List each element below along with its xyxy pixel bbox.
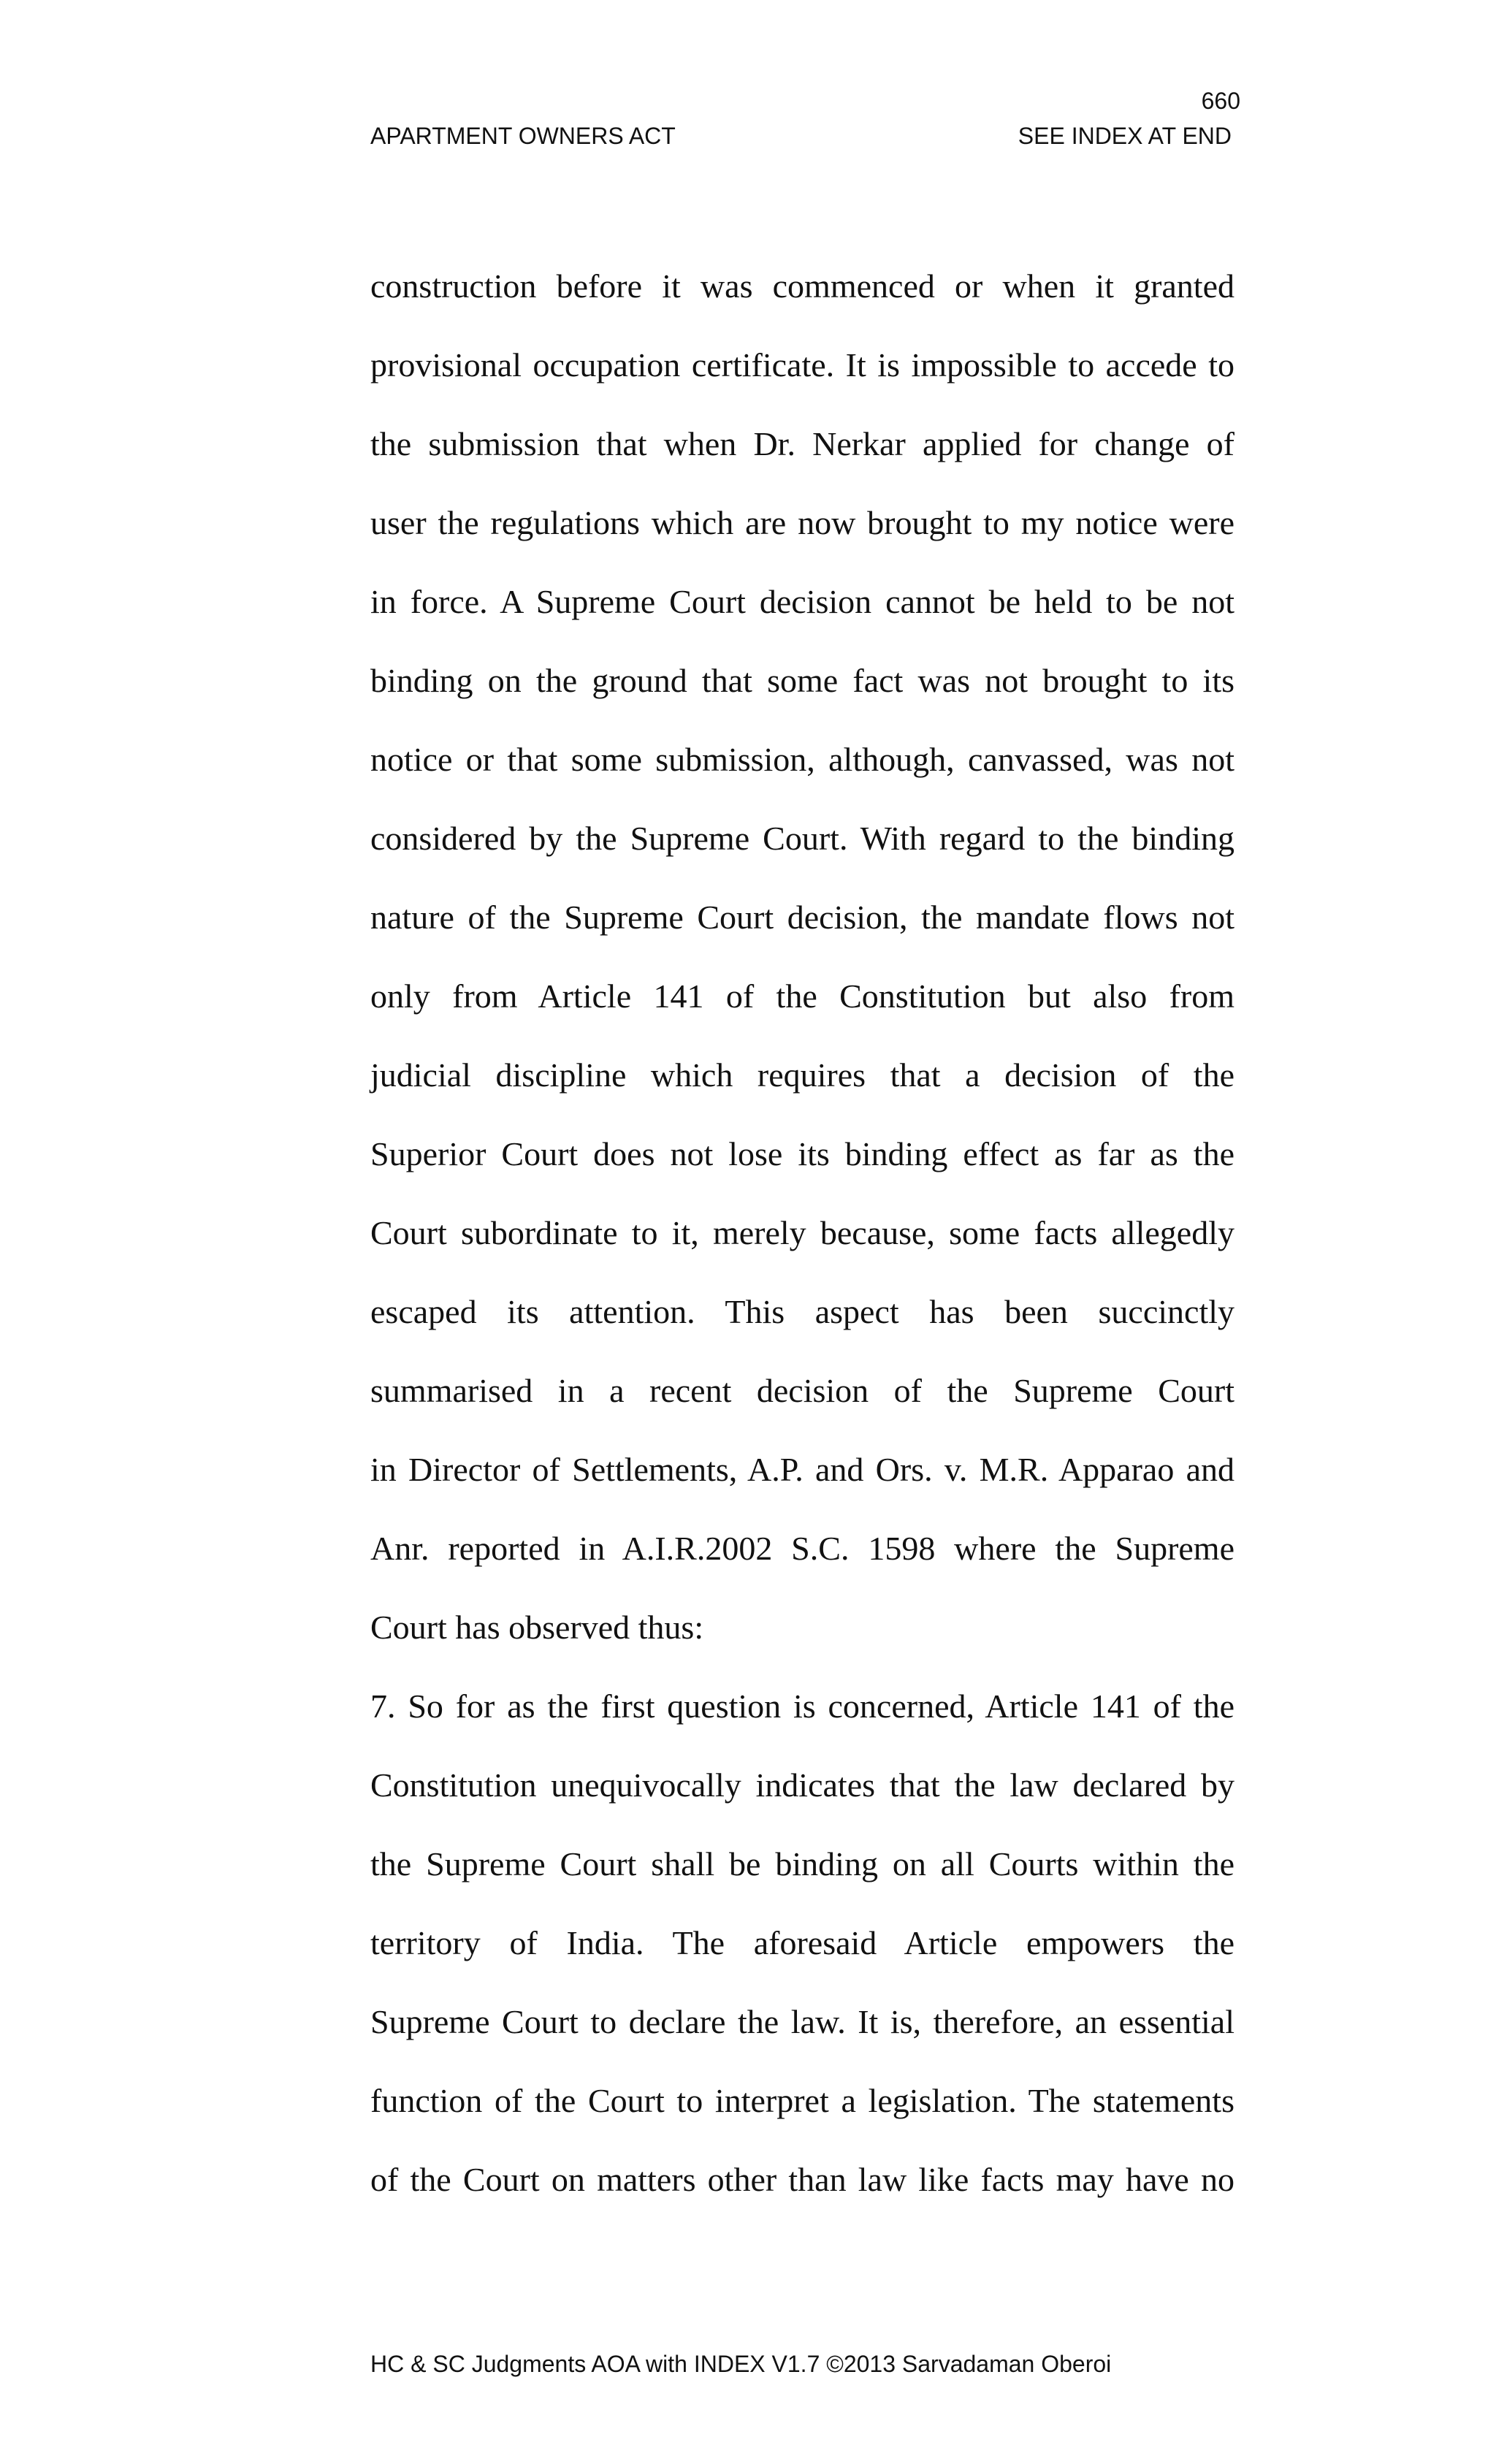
footer-copyright: HC & SC Judgments AOA with INDEX V1.7 ©2013 Sarvadaman Oberoi: [370, 2351, 1112, 2377]
text-line: only from Article 141 of the Constitution but also from: [370, 977, 1234, 1015]
text-line: the submission that when Dr. Nerkar applied for change of: [370, 425, 1234, 462]
text-line: summarised in a recent decision of the Supreme Court: [370, 1372, 1234, 1409]
text-line: provisional occupation certificate. It is impossible to accede to: [370, 346, 1234, 384]
text-line: Superior Court does not lose its binding effect as far as the: [370, 1135, 1234, 1172]
text-line: user the regulations which are now brought to my notice were: [370, 504, 1234, 541]
text-line: of the Court on matters other than law like facts may have no: [370, 2161, 1234, 2198]
text-line: Anr. reported in A.I.R.2002 S.C. 1598 where the Supreme: [370, 1530, 1234, 1567]
text-line: judicial discipline which requires that a decision of the: [370, 1056, 1234, 1094]
text-line: in Director of Settlements, A.P. and Ors. v. M.R. Apparao and: [370, 1451, 1234, 1488]
text-line: the Supreme Court shall be binding on all Courts within the: [370, 1845, 1234, 1883]
body-text: [370, 257, 1234, 2230]
text-line: Court subordinate to it, merely because, some facts allegedly: [370, 1214, 1234, 1251]
text-line: 7. So for as the first question is concerned, Article 141 of the: [370, 1687, 1234, 1725]
text-line: notice or that some submission, although, canvassed, was not: [370, 741, 1234, 778]
text-line: binding on the ground that some fact was not brought to its: [370, 662, 1234, 699]
text-line: Constitution unequivocally indicates that the law declared by: [370, 1766, 1234, 1804]
text-line: Supreme Court to declare the law. It is, therefore, an essential: [370, 2003, 1234, 2040]
text-line: nature of the Supreme Court decision, the mandate flows not: [370, 899, 1234, 936]
text-line: Court has observed thus:: [370, 1609, 704, 1646]
text-line: considered by the Supreme Court. With regard to the binding: [370, 820, 1234, 857]
running-header-title: APARTMENT OWNERS ACT: [370, 123, 676, 149]
running-header-index-note: SEE INDEX AT END: [1018, 123, 1232, 149]
text-line: in force. A Supreme Court decision cannot be held to be not: [370, 583, 1234, 620]
page-number: 660: [1201, 88, 1240, 114]
text-line: function of the Court to interpret a legislation. The statements: [370, 2082, 1234, 2119]
text-line: territory of India. The aforesaid Article empowers the: [370, 1924, 1234, 1961]
text-line: construction before it was commenced or when it granted: [370, 267, 1234, 305]
text-line: escaped its attention. This aspect has been succinctly: [370, 1293, 1234, 1330]
